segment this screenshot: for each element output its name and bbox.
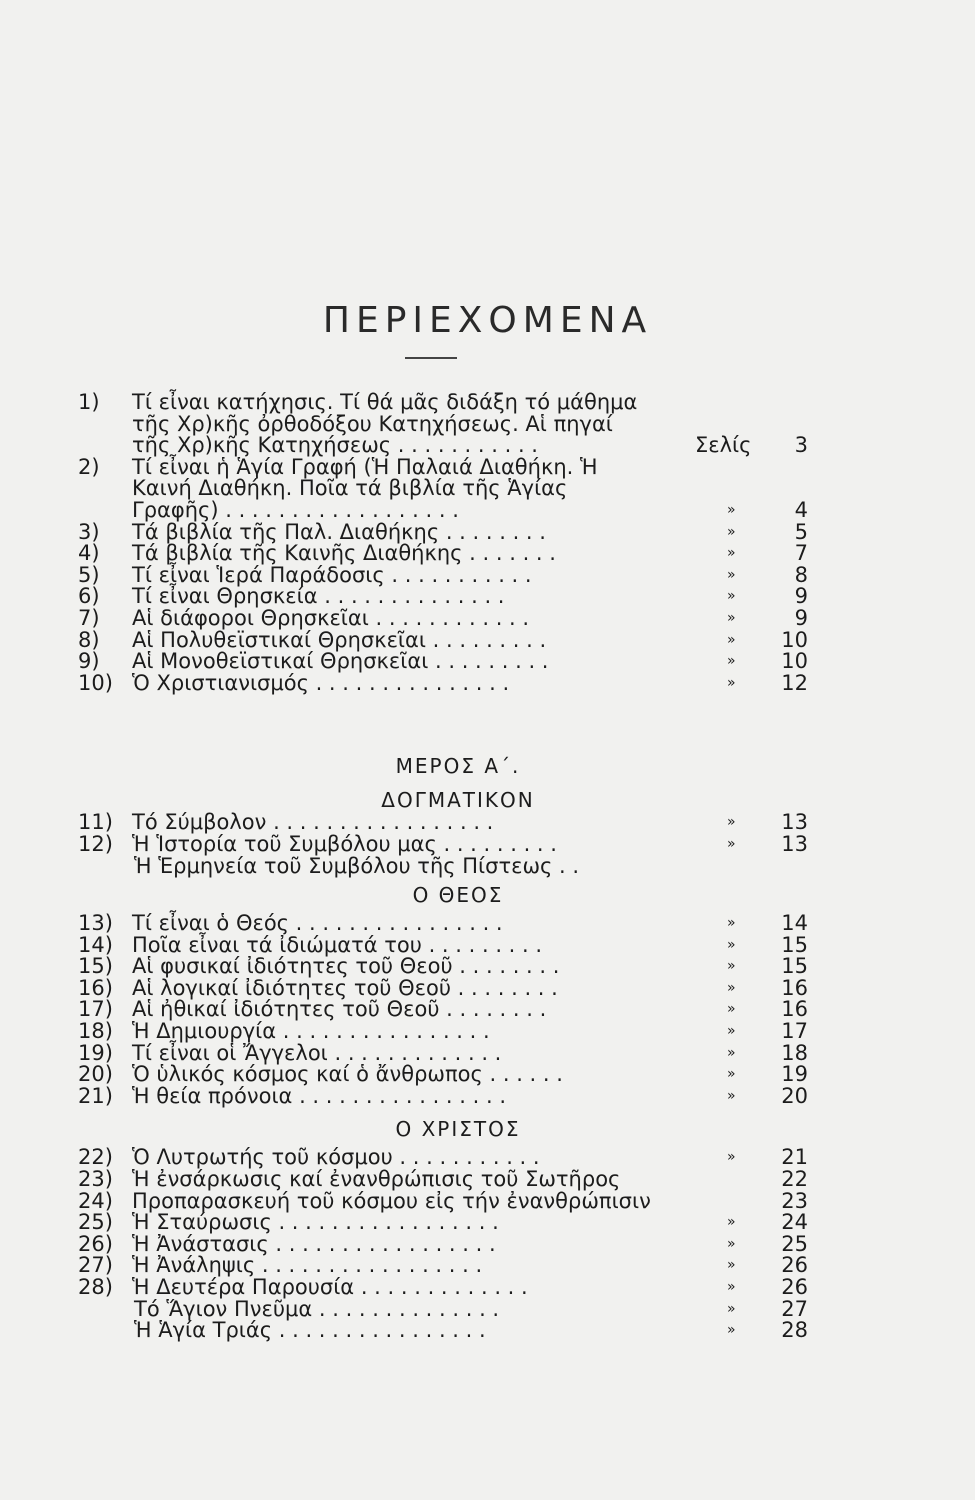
ditto-mark: » <box>727 958 736 975</box>
entry-page-number: 24 <box>781 1210 808 1235</box>
toc-entry <box>78 1040 838 1065</box>
entry-page-number: 22 <box>781 1167 808 1192</box>
entry-number: 11) <box>78 810 113 835</box>
ditto-mark: » <box>727 1235 736 1252</box>
entry-number: 16) <box>78 975 113 1000</box>
entry-title: Τί εἶναι οἱ Ἄγγελοι . . . . . . . . . . . . . <box>132 1040 502 1065</box>
ditto-mark: » <box>727 1257 736 1274</box>
table-of-contents <box>78 392 838 1342</box>
entry-title: Ποῖα εἶναι τά ἰδιώματά του . . . . . . . . . <box>132 932 543 957</box>
entry-page-number: 13 <box>781 810 808 835</box>
toc-entry <box>78 543 838 565</box>
entry-number: 14) <box>78 932 113 957</box>
toc-entry <box>78 1147 838 1169</box>
entry-number: 3) <box>78 519 100 544</box>
toc-entry <box>78 411 838 436</box>
toc-entry <box>78 1169 838 1191</box>
entry-title: Ὁ Χριστιανισμός . . . . . . . . . . . . . . . <box>132 670 510 695</box>
entry-title: Ἡ Ἱστορία τοῦ Συμβόλου μας . . . . . . . . . <box>132 831 557 856</box>
dogmatic-entries <box>78 812 838 877</box>
toc-entry <box>78 975 838 1000</box>
entry-number: 4) <box>78 541 100 566</box>
entry-page-number: 21 <box>781 1145 808 1170</box>
entry-title: Τί εἶναι ὁ Θεός . . . . . . . . . . . . . . . . <box>132 911 503 936</box>
ditto-mark: » <box>727 566 736 583</box>
entry-title: Ἡ Ἀνάστασις . . . . . . . . . . . . . . . . . <box>132 1231 496 1256</box>
toc-entry <box>78 435 838 457</box>
entry-page-number: 10 <box>781 649 808 674</box>
entry-number: 5) <box>78 562 100 587</box>
ditto-mark: » <box>727 915 736 932</box>
entry-number: 8) <box>78 627 100 652</box>
entry-title: Τί εἶναι Ἱερά Παράδοσις . . . . . . . . . . . <box>132 562 532 587</box>
entry-page-number: 19 <box>781 1062 808 1087</box>
entry-page-number: 12 <box>781 670 808 695</box>
ditto-mark: » <box>727 1322 736 1339</box>
entry-title: Αἱ λογικαί ἰδιότητες τοῦ Θεοῦ . . . . . . . . <box>132 975 558 1000</box>
entry-title: Τί εἶναι κατήχησις. Τί θά μᾶς διδάξη τό μάθημα <box>132 390 638 414</box>
entry-number: 20) <box>78 1062 113 1087</box>
entry-number: 15) <box>78 954 113 979</box>
entry-number: 26) <box>78 1231 113 1256</box>
entry-title: Τί εἶναι ἡ Ἁγία Γραφή (Ἡ Παλαιά Διαθήκη. Ἡ <box>132 454 598 479</box>
entry-page-number: 26 <box>781 1275 808 1299</box>
toc-entry <box>78 999 838 1021</box>
entry-number: 23) <box>78 1167 113 1192</box>
entry-page-number: 28 <box>781 1318 808 1343</box>
ditto-mark: » <box>727 979 736 996</box>
entry-page-number: 23 <box>781 1188 808 1213</box>
entry-page-number: 13 <box>781 831 808 856</box>
entry-page-number: 15 <box>781 954 808 979</box>
entry-page-number: 18 <box>781 1040 808 1065</box>
entry-number: 10) <box>78 670 113 695</box>
toc-entry <box>78 392 838 414</box>
toc-entry <box>78 956 838 978</box>
entry-title: Τά βιβλία τῆς Παλ. Διαθήκης . . . . . . . . <box>132 519 546 544</box>
entry-title: Ἡ ἐνσάρκωσις καί ἐνανθρώπισις τοῦ Σωτῆρος <box>132 1167 621 1192</box>
entry-title: Ἡ Ἀνάληψις . . . . . . . . . . . . . . . . . <box>132 1253 483 1278</box>
ditto-mark: » <box>727 835 736 852</box>
toc-entry <box>78 627 838 652</box>
entry-title: Τά βιβλία τῆς Καινῆς Διαθήκης . . . . . . . <box>132 541 556 566</box>
toc-entry <box>78 1083 838 1108</box>
entry-page-number: 15 <box>781 932 808 957</box>
entry-number: 25) <box>78 1210 113 1235</box>
toc-entry <box>78 1296 838 1321</box>
entry-number: 7) <box>78 605 100 630</box>
toc-entry <box>78 853 838 878</box>
toc-entry <box>78 1255 838 1277</box>
toc-entry <box>78 831 838 856</box>
ditto-mark: » <box>727 674 736 691</box>
toc-entry <box>78 932 838 957</box>
entry-number: 1) <box>78 390 100 414</box>
toc-entry <box>78 1212 838 1234</box>
christ-entries <box>78 1147 838 1341</box>
entry-page-number: 3 <box>794 433 808 458</box>
entry-title: Αἱ φυσικαί ἰδιότητες τοῦ Θεοῦ . . . . . . . . <box>132 954 560 979</box>
ditto-mark: » <box>727 1300 736 1317</box>
ditto-mark: » <box>727 545 736 562</box>
entry-title: Ἡ Σταύρωσις . . . . . . . . . . . . . . . . . <box>132 1210 499 1235</box>
entry-number: 27) <box>78 1253 113 1278</box>
entry-page-number: 17 <box>781 1019 808 1044</box>
entry-title: Αἱ Πολυθεϊστικαί Θρησκεῖαι . . . . . . . . . <box>132 627 547 652</box>
entry-page-number: 20 <box>781 1083 808 1108</box>
ditto-mark: » <box>727 1149 736 1166</box>
christ-heading: Ο ΧΡΙΣΤΟΣ <box>395 1117 521 1142</box>
toc-entry <box>78 651 838 673</box>
toc-entry <box>78 1188 838 1213</box>
entry-title: Ἡ θεία πρόνοια . . . . . . . . . . . . . . . . <box>132 1083 507 1108</box>
toc-entry <box>78 586 838 608</box>
entry-number: 2) <box>78 454 100 479</box>
entry-title: Τό Ἅγιον Πνεῦμα . . . . . . . . . . . . . . <box>134 1296 500 1321</box>
toc-entry <box>78 812 838 834</box>
entry-number: 21) <box>78 1083 113 1108</box>
entry-title: Προπαρασκευή τοῦ κόσμου εἰς τήν ἐνανθρώπισιν <box>132 1188 651 1213</box>
entry-number: 9) <box>78 649 100 674</box>
ditto-mark: » <box>727 936 736 953</box>
entry-title: Αἱ ἠθικαί ἰδιότητες τοῦ Θεοῦ . . . . . . . . <box>132 997 547 1022</box>
part-title: ΜΕΡΟΣ Α΄. <box>395 754 521 779</box>
entry-page-number: 9 <box>794 584 808 609</box>
toc-entry <box>78 1277 838 1299</box>
ditto-mark: » <box>727 501 736 518</box>
entry-page-number: 9 <box>794 605 808 630</box>
entry-number: 19) <box>78 1040 113 1065</box>
entry-page-number: 5 <box>794 519 808 544</box>
dogmatic-heading: ΔΟΓΜΑΤΙΚΟΝ <box>381 788 535 813</box>
entry-number: 17) <box>78 997 113 1022</box>
entry-page-number: 7 <box>794 541 808 566</box>
entry-page-number: 8 <box>794 562 808 587</box>
ditto-mark: » <box>727 609 736 626</box>
entry-title: Τό Σύμβολον . . . . . . . . . . . . . . . . . <box>132 810 494 835</box>
entry-title: Καινή Διαθήκη. Ποῖα τά βιβλία τῆς Ἁγίας <box>132 476 568 501</box>
entry-title: Ἡ Δευτέρα Παρουσία . . . . . . . . . . . . . <box>132 1275 528 1299</box>
toc-entry <box>78 605 838 630</box>
entry-number: 22) <box>78 1145 113 1170</box>
entry-title: Ἡ Δημιουργία . . . . . . . . . . . . . . . . <box>132 1019 490 1044</box>
toc-entry <box>78 519 838 544</box>
toc-entry <box>78 1231 838 1256</box>
ditto-mark: » <box>727 588 736 605</box>
entry-page-number: 25 <box>781 1231 808 1256</box>
ditto-mark: » <box>727 1279 736 1295</box>
entry-title: Γραφῆς) . . . . . . . . . . . . . . . . . . <box>132 497 459 522</box>
entry-page-number: 4 <box>794 497 808 522</box>
intro-entries <box>78 392 838 694</box>
ditto-mark: » <box>727 653 736 670</box>
toc-entry <box>78 1320 838 1342</box>
entry-page-number: 26 <box>781 1253 808 1278</box>
toc-entry <box>78 1064 838 1086</box>
toc-entry <box>78 454 838 479</box>
entry-number: 28) <box>78 1275 113 1299</box>
entry-title: τῆς Χρ)κῆς Κατηχήσεως . . . . . . . . . . . <box>132 433 538 458</box>
entry-title: Ὁ ὑλικός κόσμος καί ὁ ἄνθρωπος . . . . . . <box>132 1062 563 1087</box>
ditto-mark: » <box>727 1023 736 1040</box>
entry-number: 13) <box>78 911 113 936</box>
ditto-mark: » <box>727 1044 736 1061</box>
entry-page-number: 16 <box>781 997 808 1022</box>
entry-title: Αἱ διάφοροι Θρησκεῖαι . . . . . . . . . . . . <box>132 605 530 630</box>
entry-title: Αἱ Μονοθεϊστικαί Θρησκεῖαι . . . . . . . . . <box>132 649 549 674</box>
ditto-mark: » <box>727 1214 736 1231</box>
title-divider <box>405 357 457 359</box>
entry-page-number: 14 <box>781 911 808 936</box>
entry-number: 24) <box>78 1188 113 1213</box>
god-entries <box>78 913 838 1107</box>
entry-page-number: 27 <box>781 1296 808 1321</box>
entry-number: 6) <box>78 584 100 609</box>
toc-entry <box>78 1021 838 1043</box>
entry-title: Ὁ Λυτρωτής τοῦ κόσμου . . . . . . . . . . . <box>132 1145 540 1170</box>
entry-title: τῆς Χρ)κῆς ὀρθοδόξου Κατηχήσεως. Αἱ πηγαί <box>132 411 613 436</box>
toc-entry <box>78 670 838 695</box>
ditto-mark: » <box>727 1087 736 1104</box>
page-title: ΠΕΡΙΕΧΟΜΕΝΑ <box>322 300 653 341</box>
entry-number: 12) <box>78 831 113 856</box>
ditto-mark: » <box>727 814 736 831</box>
entry-number: 18) <box>78 1019 113 1044</box>
toc-entry <box>78 478 838 500</box>
entry-title: Ἡ Ἑρμηνεία τοῦ Συμβόλου τῆς Πίστεως . . <box>134 853 580 878</box>
entry-page-number: 16 <box>781 975 808 1000</box>
ditto-mark: » <box>727 631 736 648</box>
toc-entry <box>78 913 838 935</box>
ditto-mark: » <box>727 1066 736 1083</box>
entry-title: Τί εἶναι Θρησκεία . . . . . . . . . . . . . . <box>132 584 505 609</box>
ditto-mark: » <box>727 523 736 540</box>
entry-page-number: 10 <box>781 627 808 652</box>
ditto-mark: » <box>727 1001 736 1018</box>
toc-entry <box>78 497 838 522</box>
god-heading: Ο ΘΕΟΣ <box>412 883 504 908</box>
page-label: Σελίς <box>695 433 752 458</box>
entry-title: Ἡ Ἁγία Τριάς . . . . . . . . . . . . . . . . <box>134 1318 486 1343</box>
